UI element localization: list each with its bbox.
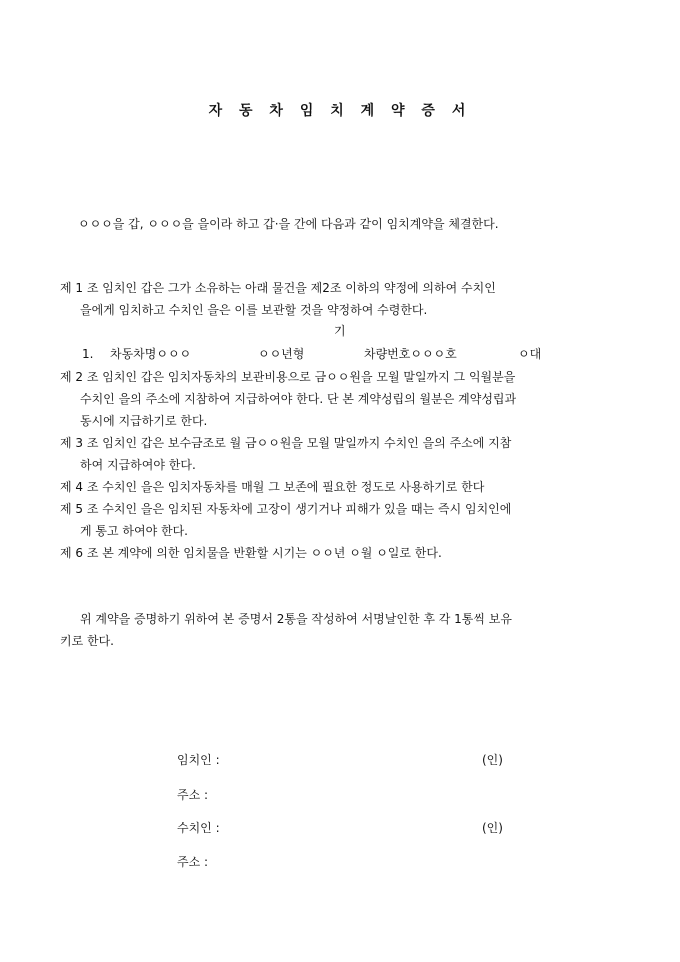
depositor-seal: (인) (482, 753, 503, 767)
item-number: 1. (82, 347, 94, 361)
article-1-line-1: 제 1 조 임치인 갑은 그가 소유하는 아래 물건을 제2조 이하의 약정에 의하여 수치인 (60, 281, 496, 295)
article-5-line-2: 게 통고 하여야 한다. (80, 524, 188, 538)
item-model-year: ㅇㅇ년형 (258, 347, 305, 361)
item-car-name: 차동차명ㅇㅇㅇ (110, 347, 192, 361)
closing-line-1: 위 계약을 증명하기 위하여 본 증명서 2통을 작성하여 서명날인한 후 각 1통씩 보유 (80, 612, 512, 626)
article-4-line-1: 제 4 조 수치인 을은 임치자동차를 매월 그 보존에 필요한 정도로 사용하기로 한다 (60, 480, 485, 494)
article-6-line-1: 제 6 조 본 계약에 의한 임치물을 반환할 시기는 ㅇㅇ년 ㅇ월 ㅇ일로 한다. (60, 546, 442, 560)
custodian-label: 수치인 : (177, 821, 220, 835)
article-3-line-2: 하여 지급하여야 한다. (80, 458, 196, 472)
item-plate-number: 차량번호ㅇㅇㅇ호 (364, 347, 457, 361)
article-3-line-1: 제 3 조 임치인 갑은 보수금조로 월 금ㅇㅇ원을 모월 말일까지 수치인 을의 주소에 지참 (60, 436, 512, 450)
gi-marker: 기 (334, 324, 346, 338)
item-count: ㅇ대 (518, 347, 542, 361)
custodian-seal: (인) (482, 821, 503, 835)
depositor-address-label: 주소 : (177, 788, 209, 802)
depositor-label: 임치인 : (177, 753, 220, 767)
document-title: 자 동 차 임 치 계 약 증 서 (208, 103, 472, 119)
intro-paragraph: ㅇㅇㅇ을 갑, ㅇㅇㅇ을 을이라 하고 갑·을 간에 다음과 같이 임치계약을 체결한다. (78, 217, 499, 231)
article-5-line-1: 제 5 조 수치인 을은 임치된 자동차에 고장이 생기거나 피해가 있을 때는 즉시 임치인에 (60, 502, 512, 516)
closing-line-2: 키로 한다. (60, 634, 114, 648)
article-2-line-2: 수치인 을의 주소에 지참하여 지급하여야 한다. 단 본 계약성립의 월분은 계약성립과 (80, 392, 517, 406)
article-1-line-2: 을에게 임치하고 수치인 을은 이를 보관할 것을 약정하여 수령한다. (80, 303, 428, 317)
custodian-address-label: 주소 : (177, 855, 209, 869)
article-2-line-1: 제 2 조 임치인 갑은 임치자동차의 보관비용으로 금ㅇㅇ원을 모월 말일까지 그 익월분을 (60, 370, 516, 384)
article-2-line-3: 동시에 지급하기로 한다. (80, 414, 208, 428)
